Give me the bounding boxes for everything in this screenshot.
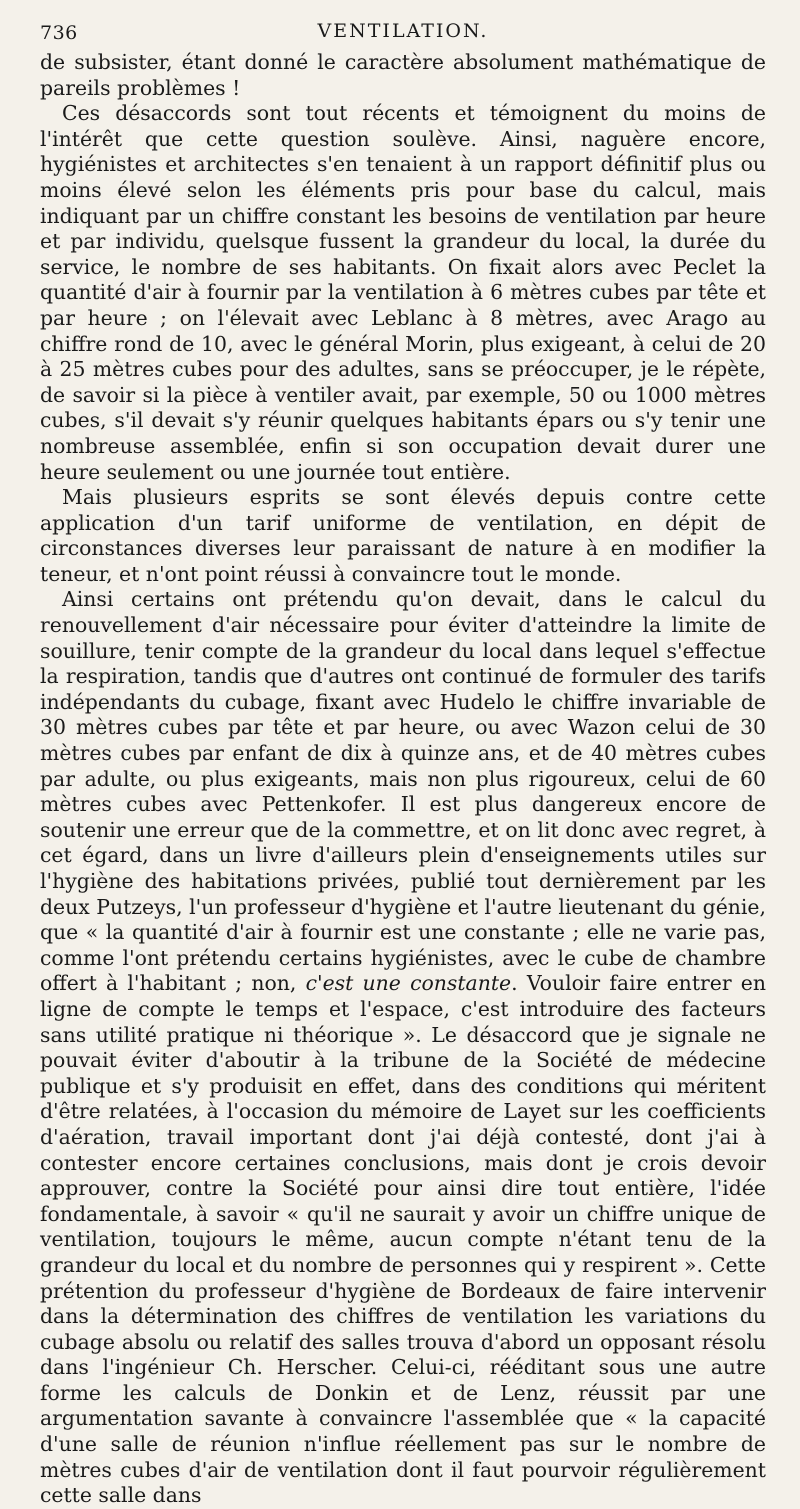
paragraph bbox=[40, 485, 766, 587]
paragraph bbox=[40, 587, 766, 1508]
italic-text: c'est une constante bbox=[305, 971, 512, 996]
paragraph bbox=[40, 101, 766, 485]
text-segment: Ainsi certains ont prétendu qu'on devait, dans le calcul du renouvellement d'air nécessaire pour éviter d'atteindre la limite de souillure, tenir compte de la grandeur du local dans lequel s'effectue la respiration, tandis que d'autres ont continué de formuler des tarifs indépendants du cubage, fixant avec Hudelo le chiffre invariable de 30 mètres cubes par tête et par heure, ou avec Wazon celui de 30 mètres cubes par enfant de dix à quinze ans, et de 40 mètres cubes par adulte, ou plus exigeants, mais non plus rigoureux, celui de 60 mètres cubes avec Pettenkofer. Il est plus dangereux encore de soutenir une erreur que de la commettre, et on lit donc avec regret, à cet égard, dans un livre d'ailleurs plein d'enseignements utiles sur l'hygiène des habitations privées, publié tout dernièrement par les deux Putzeys, l'un professeur d'hygiène et l'autre lieutenant du génie, que « la quantité d'air à fournir est une constante ; elle ne varie pas, comme l'ont prétendu certains hygiénistes, avec le cube de chambre offert à l'habitant ; non, bbox=[40, 587, 766, 996]
running-title: VENTILATION. bbox=[317, 20, 489, 42]
text-segment: Mais plusieurs esprits se sont élevés depuis contre cette application d'un tarif uniforme de ventilation, en dépit de circonstances diverses leur paraissant de nature à en modifier la teneur, et n'ont point réussi à convaincre tout le monde. bbox=[40, 485, 766, 586]
body-text bbox=[40, 50, 766, 1509]
paragraph bbox=[40, 50, 766, 101]
page-header bbox=[40, 14, 766, 44]
text-segment: de subsister, étant donné le caractère absolument mathématique de pareils problèmes ! bbox=[40, 50, 766, 100]
text-segment: Ces désaccords sont tout récents et témoignent du moins de l'intérêt que cette question soulève. Ainsi, naguère encore, hygiénistes et architectes s'en tenaient à un rapport définitif plus ou moins élevé selon les éléments pris pour base du calcul, mais indiquant par un chiffre constant les besoins de ventilation par heure et par individu, quelsque fussent la grandeur du local, la durée du service, le nombre de ses habitants. On fixait alors avec Peclet la quantité d'air à fournir par la ventilation à 6 mètres cubes par tête et par heure ; on l'élevait avec Leblanc à 8 mètres, avec Arago au chiffre rond de 10, avec le général Morin, plus exigeant, à celui de 20 à 25 mètres cubes pour des adultes, sans se préoccuper, je le répète, de savoir si la pièce à ventiler avait, par exemple, 50 ou 1000 mètres cubes, s'il devait s'y réunir quelques habitants épars ou s'y tenir une nombreuse assemblée, enfin si son occupation devait durer une heure seulement ou une journée tout entière. bbox=[40, 101, 766, 484]
page-number: 736 bbox=[40, 22, 78, 44]
text-segment: . Vouloir faire entrer en ligne de compte le temps et l'espace, c'est introduire des facteurs sans utilité pratique ni théorique ». Le désaccord que je signale ne pouvait éviter d'aboutir à la tribune de la Société de médecine publique et s'y produisit en effet, dans des conditions qui méritent d'être relatées, à l'occasion du mémoire de Layet sur les coefficients d'aération, travail important dont j'ai déjà contesté, dont j'ai à contester encore certaines conclusions, mais dont je crois devoir approuver, contre la Société pour ainsi dire tout entière, l'idée fondamentale, à savoir « qu'il ne saurait y avoir un chiffre unique de ventilation, toujours le même, aucun compte n'étant tenu de la grandeur du local et du nombre de personnes qui y respirent ». Cette prétention du professeur d'hygiène de Bordeaux de faire intervenir dans la détermination des chiffres de ventilation les variations du cubage absolu ou relatif des salles trouva d'abord un opposant résolu dans l'ingénieur Ch. Herscher. Celui-ci, rééditant sous une autre forme les calculs de Donkin et de Lenz, réussit par une argumentation savante à convaincre l'assemblée que « la capacité d'une salle de réunion n'influe réellement pas sur le nombre de mètres cubes d'air de ventilation dont il faut pourvoir régulièrement cette salle dans bbox=[40, 971, 766, 1508]
